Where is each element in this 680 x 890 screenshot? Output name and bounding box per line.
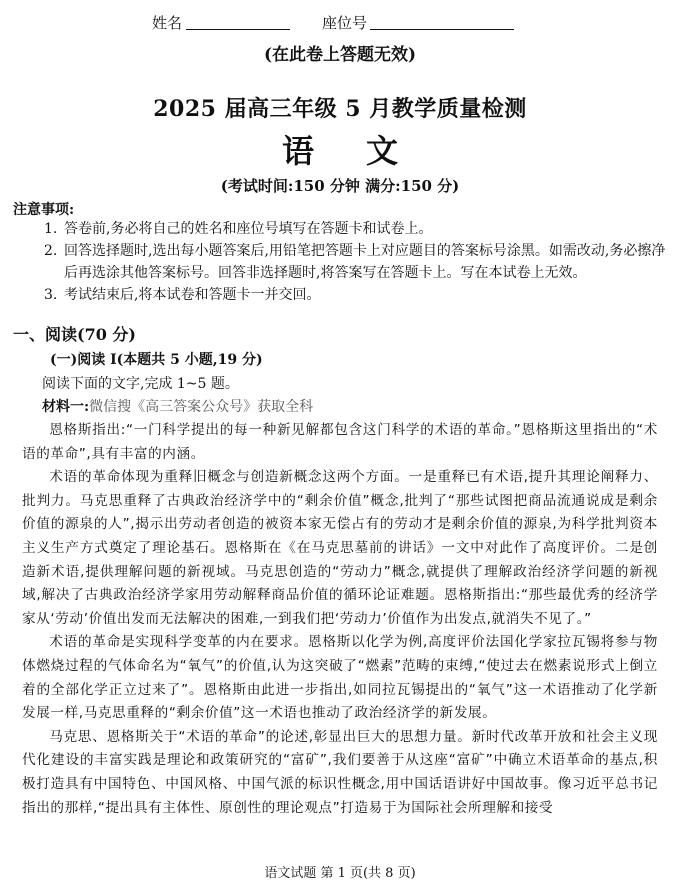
invalid-note: (在此卷上答题无效) xyxy=(263,45,417,65)
subject-title xyxy=(0,126,680,172)
passage-paragraph-4: 马克思、恩格斯关于“术语的革命”的论述,彰显出巨大的思想力量。新时代改革开放和社会主义现代化建设的丰富实践是理论和政策研究的“富矿”,我们要善于从这座“富矿”中确立术语革命的基点,积极打造具有中国特色、中国风格、中国气派的标识性概念,用中国话语讲好中国故事。像习近平总书记指出的那样,“提出具有主体性、原创性的理论观点”打造易于为国际社会所理解和接受 xyxy=(22,728,658,816)
section-heading: 一、阅读(70 分) xyxy=(13,325,136,344)
name-label: 姓名 xyxy=(152,14,183,32)
seat-blank xyxy=(370,12,514,30)
name-blank xyxy=(186,12,290,30)
notice-item-number: 1. xyxy=(44,221,58,237)
subject-char-1: 语 xyxy=(281,132,314,170)
passage-paragraph-3: 术语的革命是实现科学变革的内在要求。恩格斯以化学为例,高度评价法国化学家拉瓦锡将参与物体燃烧过程的气体命名为“氧气”的价值,认为这突破了“燃素”范畴的束缚,“使过去在燃素说形式上倒立着的全部化学正立过来了”。恩格斯由此进一步指出,如同拉瓦锡提出的“氧气”这一术语推动了化学新发展一样,马克思重释的“剩余价值”这一术语也推动了政治经济学的新发展。 xyxy=(22,634,658,722)
notice-item-text: 答卷前,务必将自己的姓名和座位号填写在答题卡和试卷上。 xyxy=(64,221,433,237)
notice-item-3 xyxy=(44,284,672,306)
passage-paragraph-2: 术语的革命体现为重释旧概念与创造新概念这两个方面。一是重释已有术语,提升其理论阐释力、批判力。马克思重释了古典政治经济学中的“剩余价值”概念,批判了“那些试图把商品流通说成是剩余价值的源泉的人”,揭示出劳动者创造的被资本家无偿占有的劳动才是剩余价值的源泉,为科学批判资本主义生产方式奠定了理论基石。恩格斯在《在马克思墓前的讲话》一文中对此作了高度评价。二是创造新术语,提供理解问题的新视域。马克思创造的“劳动力”概念,就提供了理解政治经济学问题的新视域,解决了古典政治经济学家用劳动解释商品价值的循环论证难题。恩格斯指出:“那些最优秀的经济学家从‘劳动’价值出发而无法解决的困难,一到我们把‘劳动力’价值作为出发点,就消失不见了。” xyxy=(22,469,658,627)
material-line xyxy=(42,396,313,416)
notice-item-text: 考试结束后,将本试卷和答题卡一并交回。 xyxy=(64,287,321,303)
subject-char-2: 文 xyxy=(366,132,399,170)
reading-passage xyxy=(22,419,658,820)
notice-item-number: 3. xyxy=(44,287,58,303)
notice-item-text: 回答选择题时,选出每小题答案后,用铅笔把答题卡上对应题目的答案标号涂黑。如需改动,务必擦净后再选涂其他答案标号。回答非选择题时,将答案写在答题卡上。写在本试卷上无效。 xyxy=(64,243,666,281)
part-heading: (一)阅读 I(本题共 5 小题,19 分) xyxy=(50,352,263,368)
material-source: 微信搜《高三答案公众号》获取全科 xyxy=(89,399,314,415)
notice-item-number: 2. xyxy=(44,243,58,259)
seat-label: 座位号 xyxy=(322,14,368,32)
material-label: 材料一: xyxy=(42,399,90,415)
page-footer: 语文试题 第 1 页(共 8 页) xyxy=(264,866,416,881)
instruction: 阅读下面的文字,完成 1~5 题。 xyxy=(42,376,239,392)
passage-paragraph-1: 恩格斯指出:“一门科学提出的每一种新见解都包含这门科学的术语的革命。”恩格斯这里指出的“术语的革命”,具有丰富的内涵。 xyxy=(22,422,658,462)
notice-heading: 注意事项: xyxy=(13,202,75,218)
notice-item-1 xyxy=(44,218,672,240)
exam-info: (考试时间:150 分钟 满分:150 分) xyxy=(220,177,460,195)
notice-item-2 xyxy=(44,240,672,284)
exam-title: 2025 届高三年级 5 月教学质量检测 xyxy=(153,96,527,122)
